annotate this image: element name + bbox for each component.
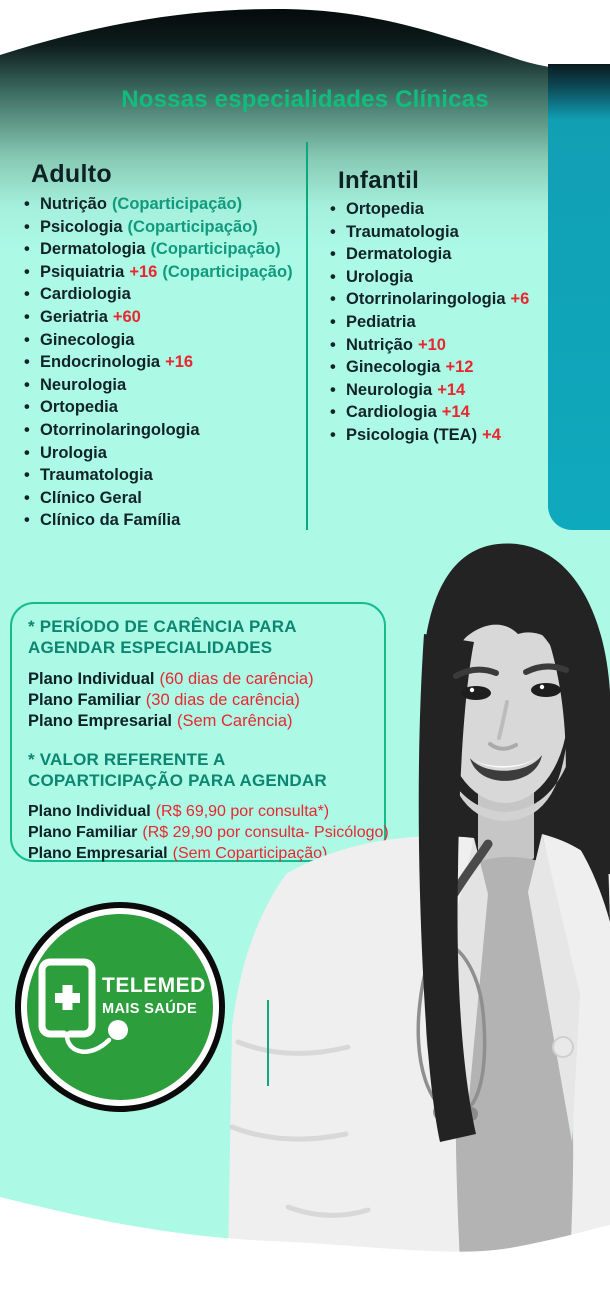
specialty-name: Urologia bbox=[40, 443, 107, 462]
plan-value: (R$ 29,90 por consulta- Psicólogo) bbox=[142, 824, 389, 842]
specialty-name: Traumatologia bbox=[40, 466, 153, 485]
specialty-name: Psicologia (TEA) bbox=[346, 425, 478, 444]
bullet-dot: • bbox=[24, 307, 30, 326]
bullet-dot: • bbox=[330, 245, 336, 264]
specialty-item bbox=[24, 193, 293, 216]
specialty-name: Clínico da Família bbox=[40, 511, 181, 530]
telemed-logo bbox=[15, 902, 225, 1112]
specialty-name: Dermatologia bbox=[40, 240, 146, 259]
specialty-name: Cardiologia bbox=[346, 403, 437, 422]
copay-note: (Coparticipação) bbox=[162, 262, 293, 281]
specialty-item bbox=[330, 288, 529, 311]
specialty-name: Traumatologia bbox=[346, 222, 459, 241]
plan-value: (30 dias de carência) bbox=[145, 690, 300, 709]
specialty-item bbox=[330, 198, 529, 221]
specialty-item bbox=[330, 424, 529, 447]
plan-value: (Sem Carência) bbox=[176, 711, 293, 730]
age-restriction: +12 bbox=[445, 358, 474, 377]
logo-tagline: MAIS SAÚDE bbox=[102, 1001, 198, 1017]
specialty-item bbox=[24, 509, 293, 532]
bullet-dot: • bbox=[330, 222, 336, 241]
specialty-item bbox=[330, 356, 529, 379]
bullet-dot: • bbox=[24, 466, 30, 485]
bullet-dot: • bbox=[330, 267, 336, 286]
bullet-dot: • bbox=[24, 353, 30, 372]
column-divider bbox=[306, 142, 308, 530]
copay-note: (Coparticipação) bbox=[111, 195, 243, 213]
copay-note: (Coparticipação) bbox=[127, 217, 258, 236]
bullet-dot: • bbox=[24, 285, 30, 304]
logo-text bbox=[102, 974, 206, 1017]
plan-label: Plano Familiar bbox=[28, 824, 138, 842]
specialty-item bbox=[330, 243, 529, 266]
specialty-name: Neurologia bbox=[40, 375, 127, 394]
bullet-dot: • bbox=[330, 380, 336, 399]
plan-label: Plano Empresarial bbox=[28, 711, 172, 730]
plan-label: Plano Familiar bbox=[28, 690, 141, 709]
specialty-name: Psiquiatria bbox=[40, 262, 125, 281]
child-specialties-list bbox=[330, 198, 529, 447]
specialty-name: Dermatologia bbox=[346, 245, 452, 264]
specialty-item bbox=[330, 266, 529, 289]
specialty-item bbox=[24, 261, 293, 284]
specialty-name: Nutrição bbox=[40, 195, 107, 213]
bullet-dot: • bbox=[24, 443, 30, 462]
child-column-heading: Infantil bbox=[338, 167, 420, 194]
age-restriction: +14 bbox=[441, 403, 470, 422]
bullet-dot: • bbox=[24, 398, 30, 417]
bullet-dot: • bbox=[24, 375, 30, 394]
plan-label: Plano Empresarial bbox=[28, 844, 168, 862]
carencia-heading-line1: * PERÍODO DE CARÊNCIA PARA bbox=[28, 617, 297, 636]
specialty-name: Clínico Geral bbox=[40, 488, 142, 507]
age-restriction: +16 bbox=[165, 353, 194, 372]
side-accent-block bbox=[548, 64, 610, 530]
bullet-dot: • bbox=[24, 488, 30, 507]
specialty-name: Ortopedia bbox=[346, 200, 424, 218]
specialty-item bbox=[24, 283, 293, 306]
bullet-dot: • bbox=[330, 200, 336, 218]
specialty-item bbox=[24, 306, 293, 329]
bullet-dot: • bbox=[24, 330, 30, 349]
specialty-item bbox=[24, 329, 293, 352]
plan-value: (60 dias de carência) bbox=[159, 670, 314, 688]
age-restriction: +16 bbox=[129, 262, 158, 281]
specialty-item bbox=[24, 419, 293, 442]
specialty-name: Otorrinolaringologia bbox=[346, 290, 506, 309]
bottom-wave-decoration bbox=[0, 1185, 610, 1310]
bullet-dot: • bbox=[330, 290, 336, 309]
plan-value: (R$ 69,90 por consulta*) bbox=[155, 803, 330, 821]
valor-heading-line2: COPARTICIPAÇÃO PARA AGENDAR bbox=[28, 771, 327, 791]
bullet-dot: • bbox=[330, 312, 336, 331]
specialty-item bbox=[24, 216, 293, 239]
bullet-dot: • bbox=[330, 335, 336, 354]
age-restriction: +10 bbox=[417, 335, 446, 354]
specialty-item bbox=[24, 396, 293, 419]
bullet-dot: • bbox=[330, 403, 336, 422]
specialty-name: Urologia bbox=[346, 267, 413, 286]
specialty-name: Psicologia bbox=[40, 217, 123, 236]
specialty-item bbox=[24, 374, 293, 397]
specialty-name: Ortopedia bbox=[40, 398, 118, 417]
carencia-heading-line2: AGENDAR ESPECIALIDADES bbox=[28, 638, 273, 657]
specialty-item bbox=[24, 442, 293, 465]
specialty-name: Geriatria bbox=[40, 307, 108, 326]
adult-column-heading: Adulto bbox=[31, 160, 112, 188]
bullet-dot: • bbox=[330, 425, 336, 444]
valor-heading-line1: * VALOR REFERENTE A bbox=[28, 750, 226, 770]
specialty-item bbox=[330, 379, 529, 402]
specialty-name: Ginecologia bbox=[40, 330, 135, 349]
plan-label: Plano Individual bbox=[28, 670, 155, 688]
green-accent-line bbox=[267, 1000, 269, 1086]
bullet-dot: • bbox=[24, 240, 30, 259]
bullet-dot: • bbox=[24, 195, 30, 213]
specialty-item bbox=[24, 351, 293, 374]
age-restriction: +60 bbox=[112, 307, 141, 326]
copay-note: (Coparticipação) bbox=[150, 240, 281, 259]
page-title: Nossas especialidades Clínicas bbox=[121, 86, 489, 113]
specialty-name: Pediatria bbox=[346, 312, 416, 331]
bullet-dot: • bbox=[24, 217, 30, 236]
specialty-item bbox=[330, 334, 529, 357]
bullet-dot: • bbox=[24, 262, 30, 281]
specialty-name: Otorrinolaringologia bbox=[40, 420, 200, 439]
bullet-dot: • bbox=[330, 358, 336, 377]
specialty-name: Nutrição bbox=[346, 335, 413, 354]
age-restriction: +4 bbox=[482, 425, 501, 444]
specialty-item bbox=[330, 221, 529, 244]
specialty-item bbox=[330, 401, 529, 424]
logo-name: TELEMED bbox=[102, 974, 206, 997]
plan-label: Plano Individual bbox=[28, 803, 151, 821]
specialty-name: Endocrinologia bbox=[40, 353, 161, 372]
bullet-dot: • bbox=[24, 420, 30, 439]
specialty-name: Ginecologia bbox=[346, 358, 441, 377]
adult-specialties-list bbox=[24, 193, 293, 532]
specialty-item bbox=[330, 311, 529, 334]
doctor-photo bbox=[228, 542, 610, 1262]
specialty-item bbox=[24, 464, 293, 487]
specialty-name: Neurologia bbox=[346, 380, 433, 399]
age-restriction: +14 bbox=[437, 380, 466, 399]
bullet-dot: • bbox=[24, 511, 30, 530]
specialty-item bbox=[24, 487, 293, 510]
plan-value: (Sem Coparticipação) bbox=[172, 844, 328, 862]
specialty-item bbox=[24, 238, 293, 261]
specialty-name: Cardiologia bbox=[40, 285, 131, 304]
age-restriction: +6 bbox=[510, 290, 530, 309]
